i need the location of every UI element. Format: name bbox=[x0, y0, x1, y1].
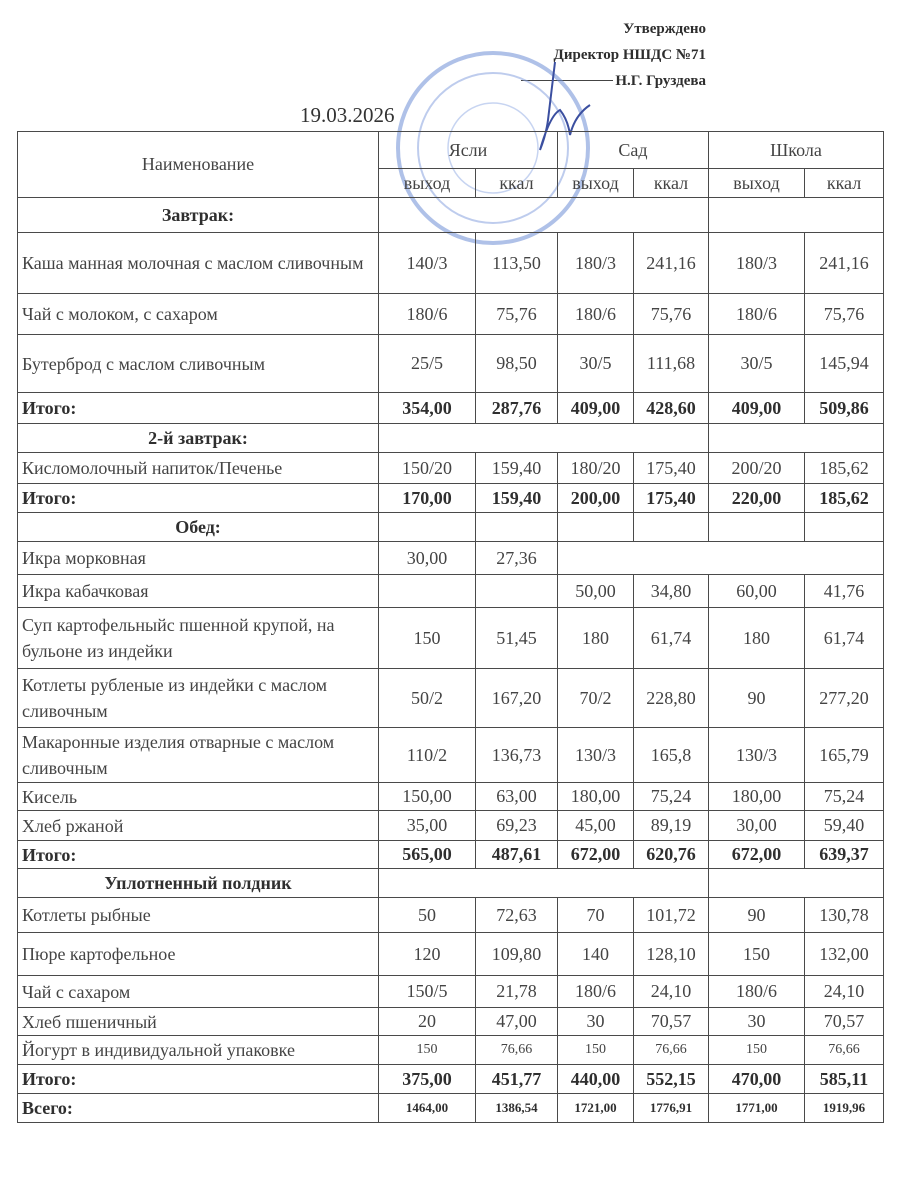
total-cell: 620,76 bbox=[634, 841, 709, 869]
total-label: Итого: bbox=[18, 393, 379, 424]
cell: 150 bbox=[558, 1036, 634, 1065]
total-cell: 440,00 bbox=[558, 1065, 634, 1094]
cell: 76,66 bbox=[634, 1036, 709, 1065]
cell: 27,36 bbox=[476, 542, 558, 575]
total-cell: 672,00 bbox=[709, 841, 805, 869]
grand-total-cell: 1771,00 bbox=[709, 1094, 805, 1123]
cell: 25/5 bbox=[379, 335, 476, 393]
cell: 150 bbox=[379, 1036, 476, 1065]
table-row bbox=[18, 453, 884, 484]
cell: 75,76 bbox=[805, 294, 884, 335]
cell: 30/5 bbox=[558, 335, 634, 393]
total-cell: 451,77 bbox=[476, 1065, 558, 1094]
total-cell: 565,00 bbox=[379, 841, 476, 869]
cell: 128,10 bbox=[634, 933, 709, 976]
subheader-yield: выход bbox=[709, 169, 805, 198]
total-cell: 409,00 bbox=[709, 393, 805, 424]
cell bbox=[379, 575, 476, 608]
signature-line bbox=[521, 80, 613, 81]
total-cell: 175,40 bbox=[634, 484, 709, 513]
cell: 136,73 bbox=[476, 728, 558, 783]
cell: 45,00 bbox=[558, 811, 634, 841]
cell: 150 bbox=[379, 608, 476, 669]
cell: 150/20 bbox=[379, 453, 476, 484]
cell: 30/5 bbox=[709, 335, 805, 393]
total-cell: 487,61 bbox=[476, 841, 558, 869]
cell: 75,76 bbox=[634, 294, 709, 335]
cell: 24,10 bbox=[634, 976, 709, 1008]
total-cell: 159,40 bbox=[476, 484, 558, 513]
cell bbox=[476, 575, 558, 608]
section-title: Уплотненный полдник bbox=[18, 869, 379, 898]
cell: 30,00 bbox=[709, 811, 805, 841]
total-cell: 639,37 bbox=[805, 841, 884, 869]
cell: 180/6 bbox=[379, 294, 476, 335]
total-cell: 185,62 bbox=[805, 484, 884, 513]
grand-total-cell: 1776,91 bbox=[634, 1094, 709, 1123]
cell: 61,74 bbox=[805, 608, 884, 669]
cell: 130/3 bbox=[709, 728, 805, 783]
cell: 132,00 bbox=[805, 933, 884, 976]
cell: 21,78 bbox=[476, 976, 558, 1008]
cell: 20 bbox=[379, 1008, 476, 1036]
cell: 150/5 bbox=[379, 976, 476, 1008]
cell: 145,94 bbox=[805, 335, 884, 393]
cell: 180,00 bbox=[558, 783, 634, 811]
grand-total-cell: 1386,54 bbox=[476, 1094, 558, 1123]
subheader-kcal: ккал bbox=[476, 169, 558, 198]
grand-total-cell: 1919,96 bbox=[805, 1094, 884, 1123]
dish-name: Бутерброд с маслом сливочным bbox=[18, 335, 379, 393]
dish-name: Чай с сахаром bbox=[18, 976, 379, 1008]
menu-date: 19.03.2026 bbox=[300, 103, 395, 127]
total-cell: 287,76 bbox=[476, 393, 558, 424]
cell: 111,68 bbox=[634, 335, 709, 393]
cell: 61,74 bbox=[634, 608, 709, 669]
cell: 30 bbox=[558, 1008, 634, 1036]
cell: 165,8 bbox=[634, 728, 709, 783]
table-row bbox=[18, 335, 884, 393]
section-row bbox=[18, 198, 884, 233]
cell: 34,80 bbox=[634, 575, 709, 608]
cell: 70,57 bbox=[805, 1008, 884, 1036]
cell: 150 bbox=[709, 933, 805, 976]
table-row bbox=[18, 976, 884, 1008]
total-cell: 375,00 bbox=[379, 1065, 476, 1094]
total-row bbox=[18, 841, 884, 869]
subheader-yield: выход bbox=[379, 169, 476, 198]
cell: 50,00 bbox=[558, 575, 634, 608]
cell: 30 bbox=[709, 1008, 805, 1036]
table-row bbox=[18, 669, 884, 728]
cell: 90 bbox=[709, 898, 805, 933]
table-row bbox=[18, 933, 884, 976]
grand-total-label: Всего: bbox=[18, 1094, 379, 1123]
cell: 75,24 bbox=[634, 783, 709, 811]
table-row bbox=[18, 783, 884, 811]
subheader-yield: выход bbox=[558, 169, 634, 198]
section-title: Завтрак: bbox=[18, 198, 379, 233]
total-cell: 200,00 bbox=[558, 484, 634, 513]
dish-name: Макаронные изделия отварные с маслом сливочным bbox=[18, 728, 379, 783]
approval-title: Утверждено bbox=[623, 21, 706, 37]
table-row bbox=[18, 608, 884, 669]
cell: 70/2 bbox=[558, 669, 634, 728]
table-row bbox=[18, 542, 884, 575]
empty-cell bbox=[558, 542, 884, 575]
subheader-kcal: ккал bbox=[805, 169, 884, 198]
section-row bbox=[18, 869, 884, 898]
cell: 130/3 bbox=[558, 728, 634, 783]
table-row bbox=[18, 728, 884, 783]
section-title: 2-й завтрак: bbox=[18, 424, 379, 453]
cell: 165,79 bbox=[805, 728, 884, 783]
cell: 180 bbox=[558, 608, 634, 669]
cell: 70,57 bbox=[634, 1008, 709, 1036]
table-row bbox=[18, 575, 884, 608]
cell: 180/6 bbox=[558, 976, 634, 1008]
grand-total-cell: 1721,00 bbox=[558, 1094, 634, 1123]
cell: 109,80 bbox=[476, 933, 558, 976]
cell: 185,62 bbox=[805, 453, 884, 484]
section-row bbox=[18, 513, 884, 542]
cell: 24,10 bbox=[805, 976, 884, 1008]
cell: 76,66 bbox=[476, 1036, 558, 1065]
approval-signatory bbox=[521, 68, 706, 94]
total-cell: 585,11 bbox=[805, 1065, 884, 1094]
cell: 159,40 bbox=[476, 453, 558, 484]
cell: 180/6 bbox=[558, 294, 634, 335]
total-label: Итого: bbox=[18, 841, 379, 869]
group-header-kindergarten: Сад bbox=[558, 132, 709, 169]
dish-name: Котлеты рубленые из индейки с маслом сливочным bbox=[18, 669, 379, 728]
cell: 30,00 bbox=[379, 542, 476, 575]
dish-name: Каша манная молочная с маслом сливочным bbox=[18, 233, 379, 294]
cell: 50 bbox=[379, 898, 476, 933]
dish-name: Кисель bbox=[18, 783, 379, 811]
total-row bbox=[18, 393, 884, 424]
cell: 140/3 bbox=[379, 233, 476, 294]
total-row bbox=[18, 1065, 884, 1094]
cell: 130,78 bbox=[805, 898, 884, 933]
cell: 167,20 bbox=[476, 669, 558, 728]
dish-name: Икра кабачковая bbox=[18, 575, 379, 608]
cell: 35,00 bbox=[379, 811, 476, 841]
subheader-kcal: ккал bbox=[634, 169, 709, 198]
total-cell: 220,00 bbox=[709, 484, 805, 513]
cell: 50/2 bbox=[379, 669, 476, 728]
table-row bbox=[18, 1008, 884, 1036]
cell: 180,00 bbox=[709, 783, 805, 811]
total-row bbox=[18, 484, 884, 513]
dish-name: Йогурт в индивидуальной упаковке bbox=[18, 1036, 379, 1065]
dish-name: Чай с молоком, с сахаром bbox=[18, 294, 379, 335]
cell: 150,00 bbox=[379, 783, 476, 811]
table-row bbox=[18, 294, 884, 335]
section-title: Обед: bbox=[18, 513, 379, 542]
total-label: Итого: bbox=[18, 484, 379, 513]
cell: 51,45 bbox=[476, 608, 558, 669]
section-row bbox=[18, 424, 884, 453]
table-row bbox=[18, 811, 884, 841]
cell: 60,00 bbox=[709, 575, 805, 608]
total-cell: 552,15 bbox=[634, 1065, 709, 1094]
cell: 277,20 bbox=[805, 669, 884, 728]
cell: 180 bbox=[709, 608, 805, 669]
cell: 41,76 bbox=[805, 575, 884, 608]
cell: 180/6 bbox=[709, 294, 805, 335]
dish-name: Хлеб ржаной bbox=[18, 811, 379, 841]
cell: 47,00 bbox=[476, 1008, 558, 1036]
grand-total-row bbox=[18, 1094, 884, 1123]
cell: 59,40 bbox=[805, 811, 884, 841]
menu-table bbox=[17, 131, 884, 1123]
cell: 241,16 bbox=[805, 233, 884, 294]
group-header-nursery: Ясли bbox=[379, 132, 558, 169]
cell: 69,23 bbox=[476, 811, 558, 841]
dish-name: Котлеты рыбные bbox=[18, 898, 379, 933]
total-cell: 170,00 bbox=[379, 484, 476, 513]
total-cell: 509,86 bbox=[805, 393, 884, 424]
cell: 120 bbox=[379, 933, 476, 976]
column-header-name: Наименование bbox=[18, 132, 379, 198]
cell: 175,40 bbox=[634, 453, 709, 484]
table-row bbox=[18, 1036, 884, 1065]
table-row bbox=[18, 898, 884, 933]
cell: 228,80 bbox=[634, 669, 709, 728]
total-cell: 428,60 bbox=[634, 393, 709, 424]
cell: 110/2 bbox=[379, 728, 476, 783]
cell: 150 bbox=[709, 1036, 805, 1065]
cell: 101,72 bbox=[634, 898, 709, 933]
table-row bbox=[18, 233, 884, 294]
total-cell: 470,00 bbox=[709, 1065, 805, 1094]
total-cell: 354,00 bbox=[379, 393, 476, 424]
cell: 76,66 bbox=[805, 1036, 884, 1065]
cell: 180/6 bbox=[709, 976, 805, 1008]
cell: 75,76 bbox=[476, 294, 558, 335]
cell: 180/3 bbox=[558, 233, 634, 294]
dish-name: Пюре картофельное bbox=[18, 933, 379, 976]
total-cell: 672,00 bbox=[558, 841, 634, 869]
cell: 98,50 bbox=[476, 335, 558, 393]
dish-name: Кисломолочный напиток/Печенье bbox=[18, 453, 379, 484]
cell: 63,00 bbox=[476, 783, 558, 811]
cell: 241,16 bbox=[634, 233, 709, 294]
dish-name: Хлеб пшеничный bbox=[18, 1008, 379, 1036]
cell: 180/20 bbox=[558, 453, 634, 484]
cell: 72,63 bbox=[476, 898, 558, 933]
cell: 75,24 bbox=[805, 783, 884, 811]
total-cell: 409,00 bbox=[558, 393, 634, 424]
cell: 180/3 bbox=[709, 233, 805, 294]
dish-name: Суп картофельныйс пшенной крупой, на бульоне из индейки bbox=[18, 608, 379, 669]
signatory-name: Н.Г. Груздева bbox=[615, 73, 706, 89]
cell: 70 bbox=[558, 898, 634, 933]
approval-block bbox=[521, 16, 706, 94]
grand-total-cell: 1464,00 bbox=[379, 1094, 476, 1123]
total-label: Итого: bbox=[18, 1065, 379, 1094]
group-header-school: Школа bbox=[709, 132, 884, 169]
dish-name: Икра морковная bbox=[18, 542, 379, 575]
cell: 200/20 bbox=[709, 453, 805, 484]
cell: 90 bbox=[709, 669, 805, 728]
cell: 113,50 bbox=[476, 233, 558, 294]
approval-position: Директор НШДС №71 bbox=[553, 47, 706, 63]
cell: 89,19 bbox=[634, 811, 709, 841]
cell: 140 bbox=[558, 933, 634, 976]
